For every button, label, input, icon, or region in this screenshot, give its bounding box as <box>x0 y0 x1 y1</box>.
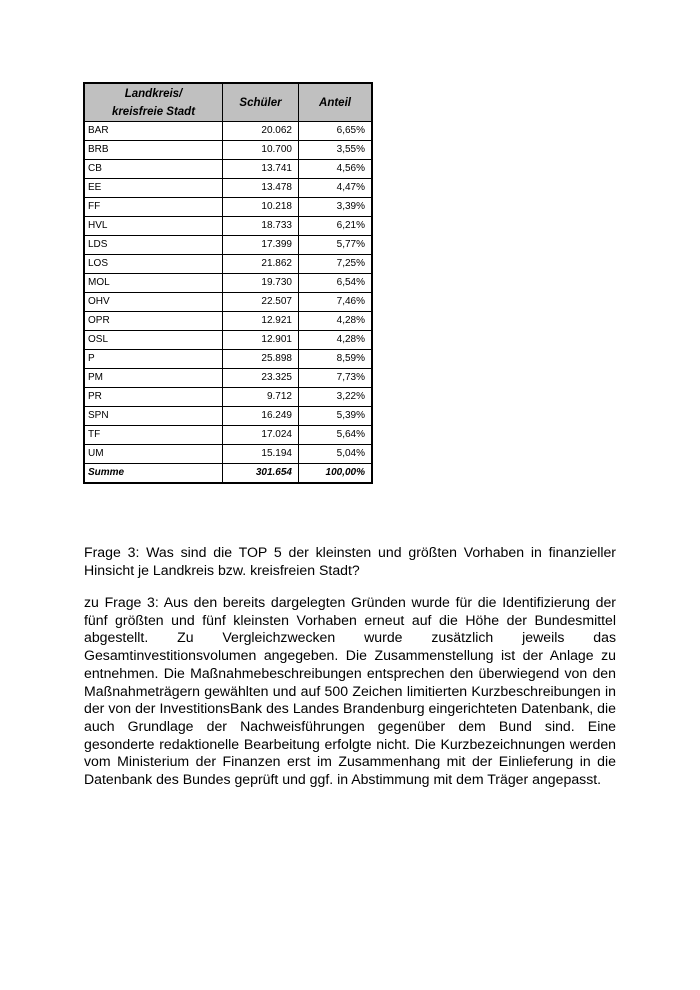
cell-schueler: 10.700 <box>223 141 299 160</box>
cell-kreis: BRB <box>85 141 223 160</box>
answer-paragraph: zu Frage 3: Aus den bereits dargelegten Gründen wurde für die Identifizierung der fünf größten und fünf kleinsten Vorhaben erneut auf die Höhe der Bundesmittel abgestellt. Zu Vergleichzwecken wurde zusätzlich jeweils das Gesamtinvestitionsvolumen angegeben. Die Zusammenstellung ist der Anlage zu entnehmen. Die Maßnahmebeschreibungen entsprechen den überwiegend von den Maßnahmeträgern gewählten und auf 500 Zeichen limitierten Kurzbeschreibungen in der von der InvestitionsBank des Landes Brandenburg eingerichteten Datenbank, die auch Grundlage der Nachweisführungen gegenüber dem Bund sind. Eine gesonderte redaktionelle Bearbeitung erfolgte nicht. Die Kurzbezeichnungen werden vom Ministerium der Finanzen erst im Zusammenhang mit der Einlieferung in die Datenbank des Bundes geprüft und ggf. in Abstimmung mit dem Träger angepasst. <box>84 594 616 788</box>
cell-schueler: 22.507 <box>223 293 299 312</box>
cell-kreis: CB <box>85 160 223 179</box>
table-row <box>85 122 372 141</box>
table-row <box>85 331 372 350</box>
cell-schueler: 19.730 <box>223 274 299 293</box>
header-anteil: Anteil <box>299 84 372 122</box>
cell-kreis: OSL <box>85 331 223 350</box>
cell-kreis: SPN <box>85 407 223 426</box>
cell-anteil: 6,54% <box>299 274 372 293</box>
cell-schueler: 23.325 <box>223 369 299 388</box>
cell-kreis: BAR <box>85 122 223 141</box>
cell-schueler: 16.249 <box>223 407 299 426</box>
cell-kreis: EE <box>85 179 223 198</box>
table-row <box>85 426 372 445</box>
cell-anteil: 3,39% <box>299 198 372 217</box>
cell-schueler: 13.478 <box>223 179 299 198</box>
cell-kreis: LDS <box>85 236 223 255</box>
cell-anteil: 6,21% <box>299 217 372 236</box>
cell-kreis: OHV <box>85 293 223 312</box>
cell-anteil: 4,28% <box>299 312 372 331</box>
cell-kreis: FF <box>85 198 223 217</box>
cell-kreis: UM <box>85 445 223 464</box>
table-row <box>85 255 372 274</box>
sum-cell-anteil: 100,00% <box>299 464 372 483</box>
cell-anteil: 5,77% <box>299 236 372 255</box>
cell-schueler: 9.712 <box>223 388 299 407</box>
cell-kreis: HVL <box>85 217 223 236</box>
table-row <box>85 179 372 198</box>
header-landkreis-line2: kreisfreie Stadt <box>111 105 196 118</box>
cell-schueler: 12.921 <box>223 312 299 331</box>
cell-anteil: 4,56% <box>299 160 372 179</box>
cell-anteil: 4,47% <box>299 179 372 198</box>
cell-schueler: 10.218 <box>223 198 299 217</box>
table-row <box>85 388 372 407</box>
cell-schueler: 20.062 <box>223 122 299 141</box>
table-row <box>85 293 372 312</box>
header-landkreis-line1: Landkreis/ <box>124 87 183 100</box>
cell-kreis: MOL <box>85 274 223 293</box>
cell-schueler: 21.862 <box>223 255 299 274</box>
cell-schueler: 13.741 <box>223 160 299 179</box>
table-header-row <box>85 84 372 122</box>
table-row <box>85 274 372 293</box>
cell-kreis: PM <box>85 369 223 388</box>
table-row <box>85 198 372 217</box>
cell-kreis: PR <box>85 388 223 407</box>
schueler-table <box>84 83 372 483</box>
cell-schueler: 15.194 <box>223 445 299 464</box>
cell-kreis: TF <box>85 426 223 445</box>
table-row <box>85 445 372 464</box>
header-landkreis <box>85 84 223 122</box>
table-row <box>85 312 372 331</box>
table-row <box>85 141 372 160</box>
cell-anteil: 4,28% <box>299 331 372 350</box>
cell-schueler: 12.901 <box>223 331 299 350</box>
table-row <box>85 369 372 388</box>
sum-cell-schueler: 301.654 <box>223 464 299 483</box>
cell-anteil: 5,04% <box>299 445 372 464</box>
header-schueler: Schüler <box>223 84 299 122</box>
table-row <box>85 160 372 179</box>
cell-schueler: 17.399 <box>223 236 299 255</box>
cell-anteil: 5,39% <box>299 407 372 426</box>
cell-anteil: 7,25% <box>299 255 372 274</box>
cell-schueler: 25.898 <box>223 350 299 369</box>
cell-kreis: OPR <box>85 312 223 331</box>
cell-anteil: 5,64% <box>299 426 372 445</box>
table-row <box>85 407 372 426</box>
cell-anteil: 3,55% <box>299 141 372 160</box>
cell-schueler: 18.733 <box>223 217 299 236</box>
sum-cell-kreis: Summe <box>85 464 223 483</box>
question-paragraph: Frage 3: Was sind die TOP 5 der kleinsten und größten Vorhaben in finanzieller Hinsicht je Landkreis bzw. kreisfreien Stadt? <box>84 544 616 578</box>
cell-anteil: 8,59% <box>299 350 372 369</box>
cell-anteil: 7,73% <box>299 369 372 388</box>
cell-anteil: 6,65% <box>299 122 372 141</box>
cell-schueler: 17.024 <box>223 426 299 445</box>
cell-anteil: 3,22% <box>299 388 372 407</box>
cell-kreis: P <box>85 350 223 369</box>
cell-kreis: LOS <box>85 255 223 274</box>
cell-anteil: 7,46% <box>299 293 372 312</box>
table-body <box>85 122 372 483</box>
table-row <box>85 236 372 255</box>
table-row <box>85 350 372 369</box>
sum-row <box>85 464 372 483</box>
table-row <box>85 217 372 236</box>
